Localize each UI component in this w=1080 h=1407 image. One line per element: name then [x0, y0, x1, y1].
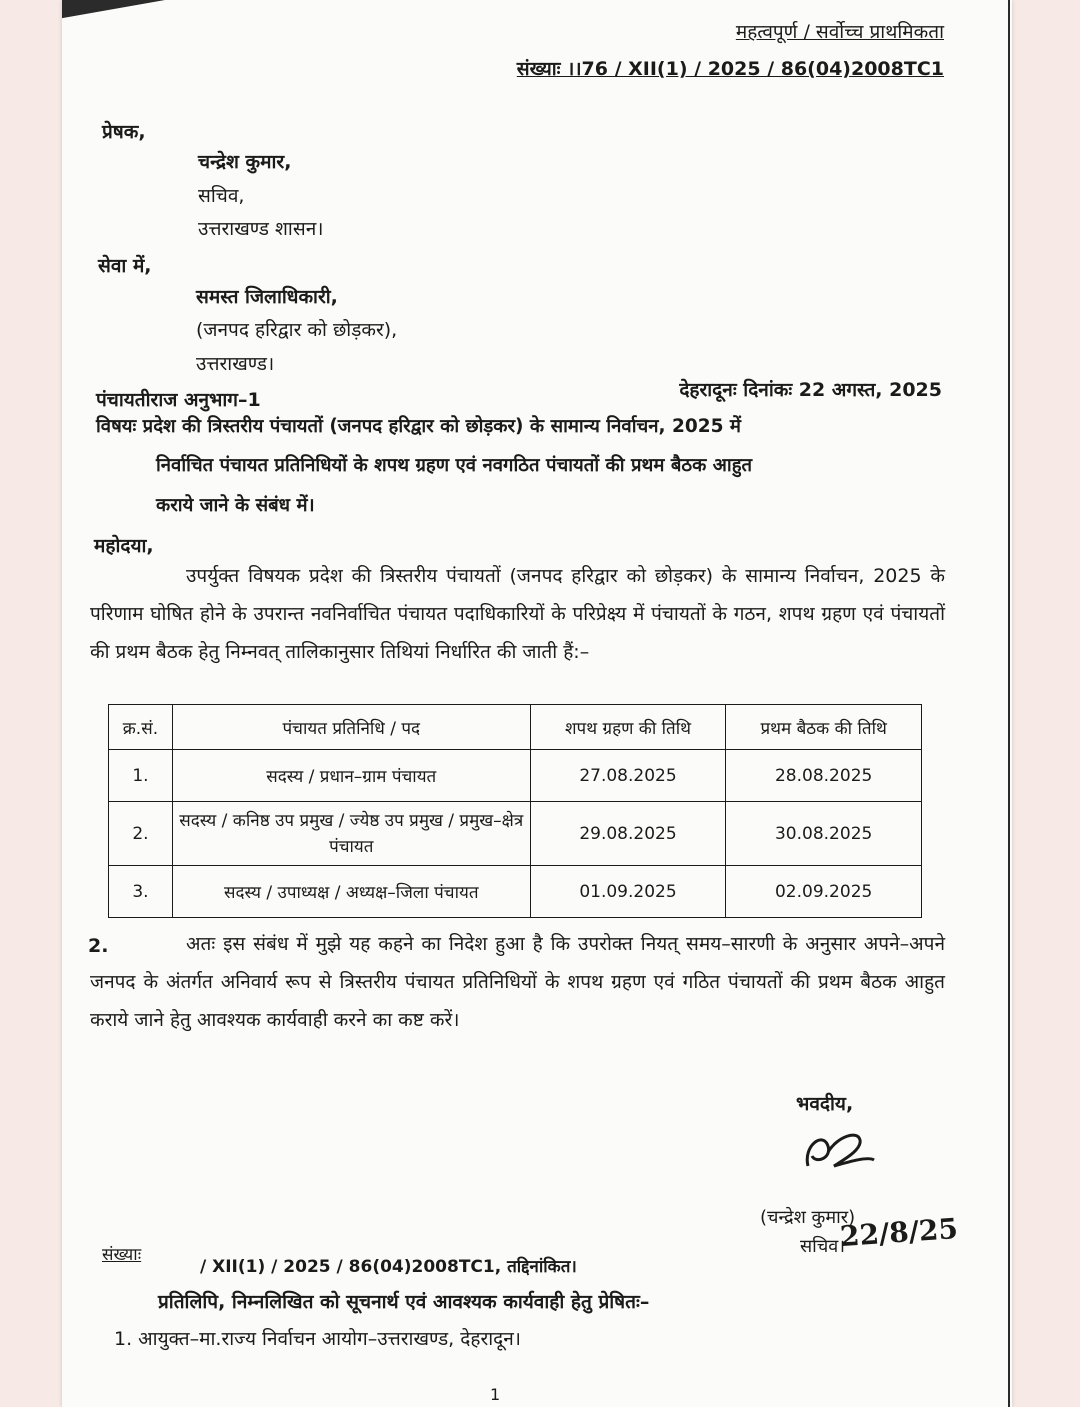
col-oath-date: शपथ ग्रहण की तिथि	[530, 705, 726, 750]
signatory-name: (चन्द्रेश कुमार)	[760, 1207, 856, 1228]
priority-label: महत्वपूर्ण / सर्वोच्च प्राथमिकता	[735, 21, 944, 43]
subject-line-3: कराये जाने के संबंध में।	[156, 495, 315, 516]
row-representative: सदस्य / उपाध्यक्ष / अध्यक्ष–जिला पंचायत	[172, 866, 530, 918]
signed-date: 22/8/25	[838, 1211, 959, 1254]
row-serial: 1.	[109, 750, 173, 802]
subject-line-2: निर्वाचित पंचायत प्रतिनिधियों के शपथ ग्रहण एवं नवगठित पंचायतों की प्रथम बैठक आहुत	[156, 455, 753, 476]
copy-reference: / XII(1) / 2025 / 86(04)2008TC1, तद्दिनांकित।	[200, 1257, 577, 1277]
page-edge	[1008, 0, 1010, 1407]
row-serial: 3.	[109, 866, 173, 918]
sender-office: उत्तराखण्ड शासन।	[198, 218, 324, 240]
copy-intro: प्रतिलिपि, निम्नलिखित को सूचनार्थ एवं आवश्यक कार्यवाही हेतु प्रेषितः–	[158, 1291, 650, 1313]
recipient-place: उत्तराखण्ड।	[196, 353, 275, 375]
recipient-note: (जनपद हरिद्वार को छोड़कर),	[196, 319, 398, 341]
row-meeting-date: 30.08.2025	[726, 802, 922, 866]
table-header-row	[109, 705, 922, 750]
closing-regards: भवदीय,	[796, 1093, 854, 1115]
schedule-table	[108, 704, 922, 918]
sender-name: चन्द्रेश कुमार,	[198, 151, 292, 173]
col-serial: क्र.सं.	[109, 705, 173, 750]
copy-item-1: 1. आयुक्त–मा.राज्य निर्वाचन आयोग–उत्तराखण्ड, देहरादून।	[114, 1328, 521, 1350]
table-row	[109, 750, 922, 802]
reference-number: संख्याः ।।76 / XII(1) / 2025 / 86(04)2008TC1	[516, 58, 944, 80]
copy-reference-label: संख्याः	[102, 1245, 142, 1265]
subject-line-1: विषयः प्रदेश की त्रिस्तरीय पंचायतों (जनपद हरिद्वार को छोड़कर) के सामान्य निर्वाचन, 2025 में	[96, 416, 741, 437]
row-oath-date: 27.08.2025	[530, 750, 726, 802]
salutation: महोदया,	[94, 535, 154, 557]
col-meeting-date: प्रथम बैठक की तिथि	[726, 705, 922, 750]
signature-mark	[798, 1126, 878, 1182]
paragraph-1: उपर्युक्त विषयक प्रदेश की त्रिस्तरीय पंचायतों (जनपद हरिद्वार को छोड़कर) के सामान्य निर्वाचन, 2025 के परिणाम घोषित होने के उपरान्त नवनिर्वाचित पंचायत पदाधिकारियों के परिप्रेक्ष्य में पंचायतों के गठन, शपथ ग्रहण एवं पंचायतों की प्रथम बैठक हेतु निम्नवत् तालिकानुसार तिथियां निर्धारित की जाती हैं:–	[90, 565, 945, 663]
sender-designation: सचिव,	[198, 185, 245, 207]
recipient-name: समस्त जिलाधिकारी,	[196, 286, 338, 308]
page-corner-shadow	[62, 0, 182, 30]
row-oath-date: 01.09.2025	[530, 866, 726, 918]
dateline: देहरादूनः दिनांकः 22 अगस्त, 2025	[679, 379, 942, 401]
section-label: पंचायतीराज अनुभाग–1	[96, 389, 261, 411]
paragraph-2: अतः इस संबंध में मुझे यह कहने का निदेश हुआ है कि उपरोक्त नियत् समय–सारणी के अनुसार अपने–अपने जनपद के अंतर्गत अनिवार्य रूप से त्रिस्तरीय पंचायत प्रतिनिधियों के शपथ ग्रहण एवं गठित पंचायतों की प्रथम बैठक आहुत कराये जाने हेतु आवश्यक कार्यवाही करने का कष्ट करें।	[90, 933, 945, 1031]
row-meeting-date: 02.09.2025	[726, 866, 922, 918]
signatory-title: सचिव।	[800, 1236, 846, 1257]
row-representative: सदस्य / कनिष्ठ उप प्रमुख / ज्येष्ठ उप प्रमुख / प्रमुख–क्षेत्र पंचायत	[172, 802, 530, 866]
table-row	[109, 802, 922, 866]
col-representative: पंचायत प्रतिनिधि / पद	[172, 705, 530, 750]
row-serial: 2.	[109, 802, 173, 866]
row-representative: सदस्य / प्रधान–ग्राम पंचायत	[172, 750, 530, 802]
page-number: 1	[490, 1385, 501, 1404]
paragraph-2-number: 2.	[88, 935, 109, 957]
table-row	[109, 866, 922, 918]
recipient-label: सेवा में,	[98, 255, 152, 277]
row-oath-date: 29.08.2025	[530, 802, 726, 866]
row-meeting-date: 28.08.2025	[726, 750, 922, 802]
sender-label: प्रेषक,	[102, 121, 146, 143]
